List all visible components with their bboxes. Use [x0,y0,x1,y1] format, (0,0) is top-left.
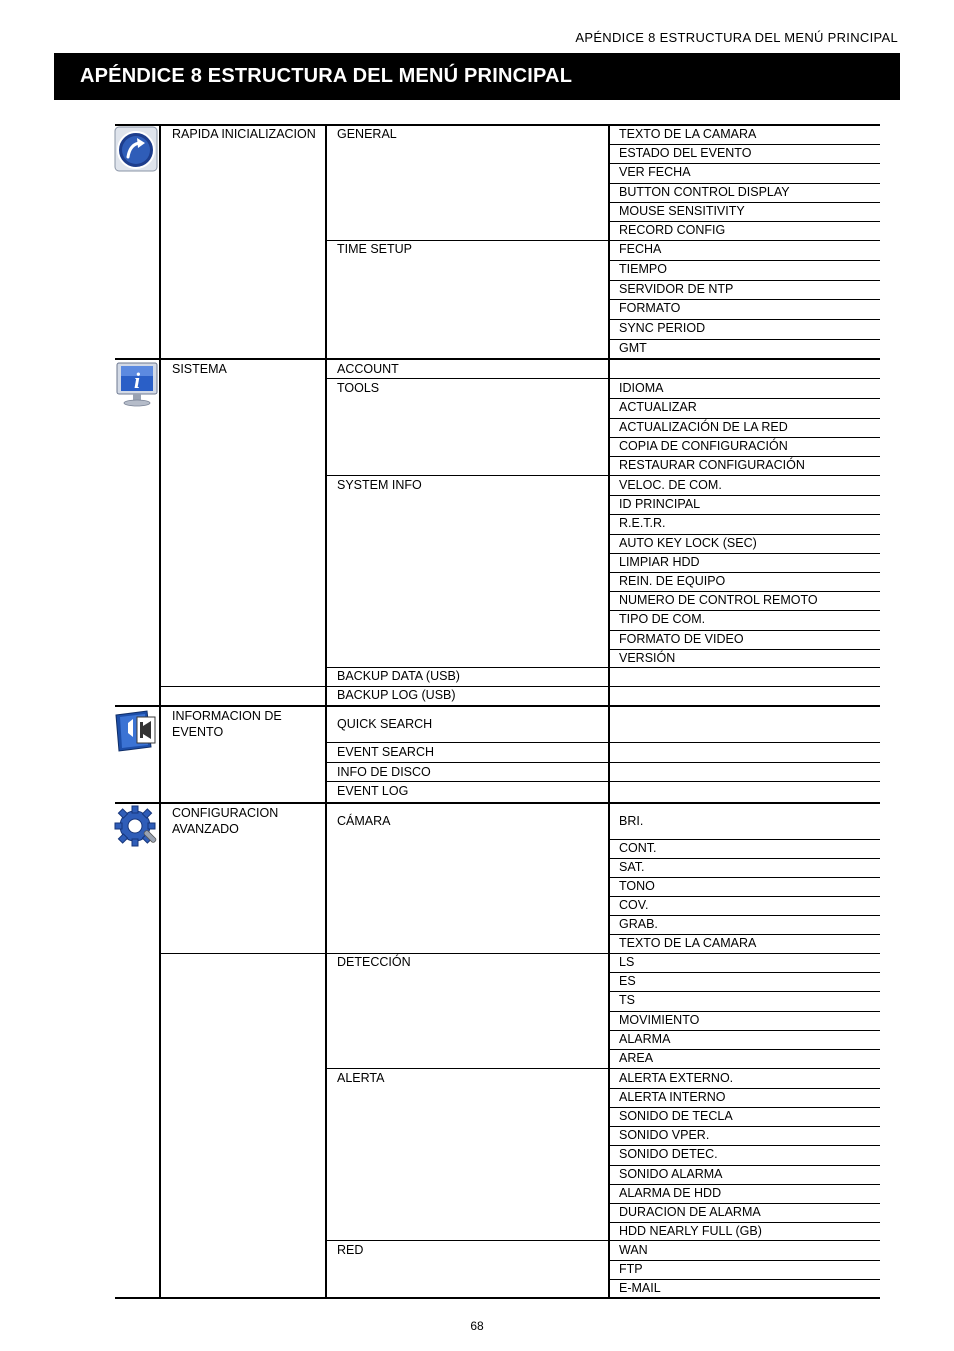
menu-item: RECORD CONFIG [619,223,726,237]
item-divider [609,1279,880,1280]
item-divider [609,953,880,954]
system-info-icon [114,360,160,408]
item-divider [609,610,880,611]
menu-item: COPIA DE CONFIGURACIÓN [619,439,788,453]
item-divider [609,1049,880,1050]
item-divider [609,1145,880,1146]
item-divider [609,514,880,515]
item-divider [609,839,880,840]
item-divider [609,495,880,496]
item-divider [609,339,880,340]
item-divider [609,260,880,261]
menu-item: E-MAIL [619,1281,661,1295]
menu-item: MOUSE SENSITIVITY [619,204,745,218]
item-divider [609,1222,880,1223]
menu-item: TIPO DE COM. [619,612,706,626]
item-divider [609,280,880,281]
menu-item: ID PRINCIPAL [619,497,701,511]
event-information-icon [113,707,161,753]
item-divider [609,202,880,203]
item-divider [609,319,880,320]
submenu-time-setup: TIME SETUP [337,242,413,256]
menu-sistema: SISTEMA [172,362,227,376]
section-divider [115,124,880,126]
item-divider [609,630,880,631]
item-divider [609,1107,880,1108]
item-divider [609,858,880,859]
submenu-info-de-disco: INFO DE DISCO [337,765,431,779]
item-divider [609,378,880,379]
menu-item: RESTAURAR CONFIGURACIÓN [619,458,805,472]
menu-item: VERSIÓN [619,651,676,665]
row-divider [325,1240,609,1241]
menu-item: TIEMPO [619,262,667,276]
menu-item: CONT. [619,841,657,855]
item-divider [609,591,880,592]
submenu-red: RED [337,1243,364,1257]
menu-item: NUMERO DE CONTROL REMOTO [619,593,818,607]
item-divider [609,1011,880,1012]
item-divider [609,972,880,973]
menu-item: R.E.T.R. [619,516,666,530]
submenu-quick-search: QUICK SEARCH [337,717,433,731]
menu-configuracion-avanzado-line2: AVANZADO [172,822,239,836]
submenu-deteccion: DETECCIÓN [337,955,411,969]
row-divider [325,742,880,743]
item-divider [609,1068,880,1069]
row-divider [159,953,609,954]
row-divider [325,240,609,241]
submenu-account: ACCOUNT [337,362,399,376]
menu-item: ALARMA DE HDD [619,1186,722,1200]
submenu-general: GENERAL [337,127,397,141]
column-divider [325,124,327,1299]
item-divider [609,915,880,916]
item-divider [609,572,880,573]
menu-item: AUTO KEY LOCK (SEC) [619,536,757,550]
quick-start-icon [114,126,158,172]
menu-item: HDD NEARLY FULL (GB) [619,1224,762,1238]
row-divider [325,1068,609,1069]
item-divider [609,896,880,897]
menu-item: FORMATO [619,301,681,315]
menu-item: VELOC. DE COM. [619,478,722,492]
item-divider [609,991,880,992]
submenu-event-search: EVENT SEARCH [337,745,435,759]
menu-item: BRI. [619,814,644,828]
item-divider [609,877,880,878]
menu-item: LS [619,955,635,969]
item-divider [609,649,880,650]
row-divider [325,762,880,763]
page-title: APÉNDICE 8 ESTRUCTURA DEL MENÚ PRINCIPAL [54,53,900,100]
item-divider [609,456,880,457]
menu-item: SONIDO ALARMA [619,1167,723,1181]
item-divider [609,398,880,399]
item-divider [609,1088,880,1089]
svg-text:i: i [133,368,141,393]
item-divider [609,534,880,535]
item-divider [609,1030,880,1031]
item-divider [609,418,880,419]
menu-item: ALERTA INTERNO [619,1090,726,1104]
menu-item: GMT [619,341,647,355]
menu-item: ESTADO DEL EVENTO [619,146,752,160]
item-divider [609,144,880,145]
menu-item: COV. [619,898,649,912]
item-divider [609,183,880,184]
menu-item: FTP [619,1262,643,1276]
menu-item: TEXTO DE LA CAMARA [619,127,757,141]
item-divider [609,437,880,438]
item-divider [609,553,880,554]
item-divider [609,475,880,476]
menu-item: IDIOMA [619,381,664,395]
item-divider [609,1165,880,1166]
menu-item: FECHA [619,242,662,256]
menu-item: TS [619,993,635,1007]
menu-item: DURACION DE ALARMA [619,1205,761,1219]
submenu-camara: CÁMARA [337,814,391,828]
submenu-tools: TOOLS [337,381,380,395]
menu-configuracion-avanzado-line1: CONFIGURACION [172,806,279,820]
menu-item: BUTTON CONTROL DISPLAY [619,185,790,199]
item-divider [609,163,880,164]
menu-item: ACTUALIZAR [619,400,697,414]
submenu-system-info: SYSTEM INFO [337,478,422,492]
section-divider [115,1297,880,1299]
menu-item: REIN. DE EQUIPO [619,574,726,588]
menu-item: ALERTA EXTERNO. [619,1071,734,1085]
row-divider [325,378,609,379]
row-divider [325,781,880,782]
menu-item: ACTUALIZACIÓN DE LA RED [619,420,788,434]
item-divider [609,221,880,222]
menu-item: SAT. [619,860,645,874]
menu-item: SYNC PERIOD [619,321,706,335]
menu-item: ALARMA [619,1032,671,1046]
section-divider [115,705,880,707]
item-divider [609,1126,880,1127]
menu-item: MOVIMIENTO [619,1013,700,1027]
row-divider [325,475,609,476]
submenu-event-log: EVENT LOG [337,784,409,798]
submenu-alerta: ALERTA [337,1071,385,1085]
menu-item: SONIDO VPER. [619,1128,710,1142]
page-number: 68 [470,1319,484,1333]
menu-informacion-de-evento-line1: INFORMACION DE [172,709,282,723]
item-divider [609,240,880,241]
menu-item: SONIDO DE TECLA [619,1109,733,1123]
item-divider [609,934,880,935]
running-header: APÉNDICE 8 ESTRUCTURA DEL MENÚ PRINCIPAL [575,30,898,45]
menu-item: TONO [619,879,655,893]
row-divider [159,686,880,687]
column-divider [608,124,610,1299]
item-divider [609,1184,880,1185]
menu-informacion-de-evento-line2: EVENTO [172,725,224,739]
submenu-backup-data: BACKUP DATA (USB) [337,669,460,683]
menu-item: TEXTO DE LA CAMARA [619,936,757,950]
row-divider [325,667,880,668]
section-divider [115,358,880,360]
menu-item: LIMPIAR HDD [619,555,700,569]
item-divider [609,1240,880,1241]
advanced-config-icon [113,804,161,852]
menu-rapida-inicializacion: RAPIDA INICIALIZACION [172,127,316,141]
item-divider [609,1260,880,1261]
menu-item: GRAB. [619,917,658,931]
item-divider [609,1203,880,1204]
menu-item: ES [619,974,636,988]
section-divider [115,802,880,804]
menu-item: VER FECHA [619,165,691,179]
menu-item: FORMATO DE VIDEO [619,632,744,646]
menu-item: SONIDO DETEC. [619,1147,718,1161]
item-divider [609,299,880,300]
menu-item: WAN [619,1243,648,1257]
menu-item: AREA [619,1051,654,1065]
submenu-backup-log: BACKUP LOG (USB) [337,688,456,702]
menu-item: SERVIDOR DE NTP [619,282,734,296]
